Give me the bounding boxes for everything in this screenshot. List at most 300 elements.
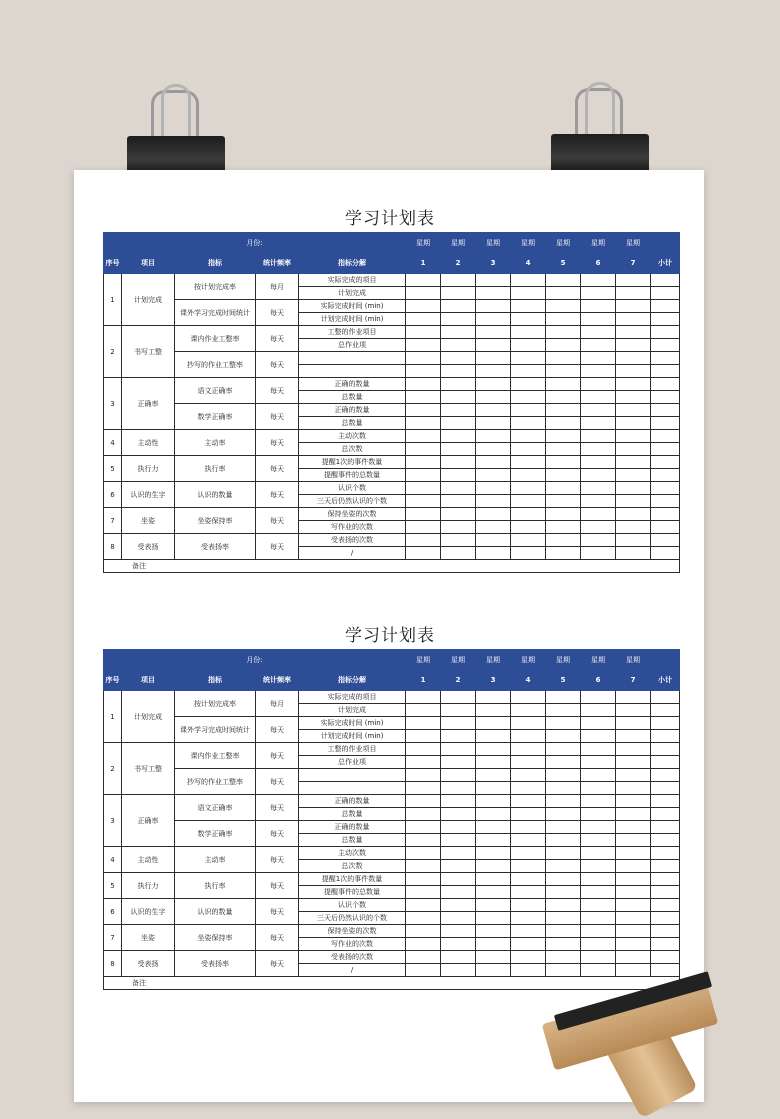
day-cell <box>441 964 476 977</box>
day-cell <box>546 743 581 756</box>
day-number-header: 6 <box>581 670 616 691</box>
day-cell <box>651 873 680 886</box>
day-cell <box>546 821 581 834</box>
day-cell <box>546 469 581 482</box>
day-cell <box>406 521 441 534</box>
item-name: 认识的生字 <box>122 482 175 508</box>
day-cell <box>511 730 546 743</box>
indicator-name: 按计划完成率 <box>175 274 256 300</box>
day-cell <box>651 821 680 834</box>
day-cell <box>406 547 441 560</box>
day-number-header: 4 <box>511 670 546 691</box>
day-cell <box>511 769 546 782</box>
table-row <box>104 769 680 782</box>
day-cell <box>441 547 476 560</box>
day-cell <box>476 313 511 326</box>
day-cell <box>511 365 546 378</box>
table-row <box>104 326 680 339</box>
weekday-label: 星期 <box>406 233 441 253</box>
item-name: 主动性 <box>122 847 175 873</box>
day-cell <box>651 886 680 899</box>
weekday-label: 星期 <box>546 233 581 253</box>
day-cell <box>581 469 616 482</box>
day-cell <box>476 339 511 352</box>
indicator-breakdown: 实际完成的项目 <box>299 691 406 704</box>
indicator-name: 抄写的作业工整率 <box>175 352 256 378</box>
day-cell <box>511 547 546 560</box>
indicator-name: 课外学习完成时间统计 <box>175 717 256 743</box>
column-header: 序号 <box>104 253 122 274</box>
day-cell <box>476 886 511 899</box>
day-cell <box>651 743 680 756</box>
day-cell <box>581 782 616 795</box>
day-cell <box>581 691 616 704</box>
day-cell <box>581 547 616 560</box>
day-cell <box>546 925 581 938</box>
day-cell <box>581 365 616 378</box>
day-cell <box>616 300 651 313</box>
day-cell <box>651 704 680 717</box>
indicator-breakdown: 计划完成时间 (min) <box>299 730 406 743</box>
day-cell <box>406 417 441 430</box>
stat-frequency: 每天 <box>256 300 299 326</box>
day-cell <box>581 925 616 938</box>
day-cell <box>406 391 441 404</box>
day-cell <box>616 886 651 899</box>
row-number: 5 <box>104 873 122 899</box>
day-cell <box>476 717 511 730</box>
sheet-title: 学习计划表 <box>345 626 435 646</box>
indicator-name: 主动率 <box>175 847 256 873</box>
month-row <box>104 650 680 670</box>
weekday-label: 星期 <box>581 233 616 253</box>
day-cell <box>511 456 546 469</box>
stat-frequency: 每月 <box>256 691 299 717</box>
day-cell <box>546 717 581 730</box>
day-cell <box>441 534 476 547</box>
day-cell <box>441 730 476 743</box>
item-name: 正确率 <box>122 795 175 847</box>
item-name: 计划完成 <box>122 274 175 326</box>
indicator-breakdown <box>299 782 406 795</box>
day-cell <box>581 821 616 834</box>
day-cell <box>406 508 441 521</box>
day-cell <box>651 730 680 743</box>
indicator-name: 执行率 <box>175 456 256 482</box>
day-cell <box>441 847 476 860</box>
day-cell <box>546 287 581 300</box>
day-cell <box>441 886 476 899</box>
indicator-breakdown: 实际完成的项目 <box>299 274 406 287</box>
day-number-header: 2 <box>441 253 476 274</box>
day-cell <box>581 860 616 873</box>
day-cell <box>406 430 441 443</box>
stat-frequency: 每天 <box>256 951 299 977</box>
day-cell <box>476 378 511 391</box>
day-cell <box>476 925 511 938</box>
day-cell <box>546 313 581 326</box>
table-row <box>104 352 680 365</box>
day-cell <box>406 404 441 417</box>
day-cell <box>441 287 476 300</box>
day-cell <box>546 274 581 287</box>
indicator-breakdown: 正确的数量 <box>299 404 406 417</box>
note-label: 备注 <box>104 977 680 990</box>
indicator-breakdown: 总数量 <box>299 417 406 430</box>
day-cell <box>511 430 546 443</box>
day-cell <box>476 964 511 977</box>
month-row <box>104 233 680 253</box>
day-cell <box>651 287 680 300</box>
day-cell <box>511 482 546 495</box>
indicator-breakdown: 实际完成时间 (min) <box>299 300 406 313</box>
day-number-header: 6 <box>581 253 616 274</box>
day-cell <box>511 912 546 925</box>
day-cell <box>476 287 511 300</box>
day-cell <box>616 456 651 469</box>
day-cell <box>581 339 616 352</box>
day-cell <box>511 899 546 912</box>
day-cell <box>546 691 581 704</box>
day-cell <box>441 482 476 495</box>
day-cell <box>581 417 616 430</box>
day-cell <box>476 482 511 495</box>
stat-frequency: 每天 <box>256 769 299 795</box>
indicator-breakdown: / <box>299 547 406 560</box>
day-cell <box>441 508 476 521</box>
indicator-breakdown: 总数量 <box>299 834 406 847</box>
weekday-label: 星期 <box>441 650 476 670</box>
day-cell <box>581 456 616 469</box>
day-cell <box>476 795 511 808</box>
day-cell <box>476 456 511 469</box>
day-cell <box>546 352 581 365</box>
day-cell <box>616 352 651 365</box>
day-cell <box>511 287 546 300</box>
day-cell <box>581 964 616 977</box>
day-cell <box>616 821 651 834</box>
day-cell <box>511 925 546 938</box>
day-cell <box>581 899 616 912</box>
study-plan-sheet-1 <box>103 206 677 573</box>
day-cell <box>511 951 546 964</box>
day-cell <box>616 691 651 704</box>
indicator-breakdown <box>299 352 406 365</box>
day-cell <box>476 756 511 769</box>
day-cell <box>406 691 441 704</box>
day-cell <box>616 860 651 873</box>
day-cell <box>616 925 651 938</box>
indicator-name: 执行率 <box>175 873 256 899</box>
indicator-breakdown: 提醒1次的事件数量 <box>299 456 406 469</box>
day-cell <box>406 287 441 300</box>
day-cell <box>651 313 680 326</box>
day-cell <box>511 508 546 521</box>
indicator-breakdown <box>299 769 406 782</box>
day-cell <box>651 404 680 417</box>
day-cell <box>546 300 581 313</box>
item-name: 书写工整 <box>122 326 175 378</box>
day-number-header: 5 <box>546 670 581 691</box>
day-cell <box>581 300 616 313</box>
day-cell <box>546 782 581 795</box>
table-row <box>104 951 680 964</box>
day-cell <box>441 365 476 378</box>
day-cell <box>476 873 511 886</box>
day-cell <box>546 417 581 430</box>
day-cell <box>511 808 546 821</box>
row-number: 7 <box>104 508 122 534</box>
indicator-breakdown: 计划完成时间 (min) <box>299 313 406 326</box>
day-cell <box>581 326 616 339</box>
day-cell <box>651 521 680 534</box>
day-cell <box>651 508 680 521</box>
day-cell <box>651 456 680 469</box>
indicator-name: 按计划完成率 <box>175 691 256 717</box>
day-cell <box>546 795 581 808</box>
day-cell <box>616 756 651 769</box>
row-number: 6 <box>104 899 122 925</box>
day-cell <box>581 521 616 534</box>
day-cell <box>651 326 680 339</box>
indicator-breakdown: 计划完成 <box>299 704 406 717</box>
day-cell <box>616 769 651 782</box>
day-cell <box>406 378 441 391</box>
table-row <box>104 274 680 287</box>
day-cell <box>406 899 441 912</box>
day-cell <box>476 521 511 534</box>
day-cell <box>616 469 651 482</box>
day-cell <box>546 873 581 886</box>
stat-frequency: 每天 <box>256 795 299 821</box>
table-row <box>104 534 680 547</box>
day-cell <box>511 313 546 326</box>
day-number-header: 1 <box>406 670 441 691</box>
day-cell <box>406 769 441 782</box>
stat-frequency: 每天 <box>256 534 299 560</box>
day-cell <box>476 365 511 378</box>
day-cell <box>616 287 651 300</box>
day-cell <box>441 443 476 456</box>
stat-frequency: 每天 <box>256 925 299 951</box>
day-cell <box>581 352 616 365</box>
day-cell <box>651 769 680 782</box>
item-name: 认识的生字 <box>122 899 175 925</box>
day-cell <box>511 326 546 339</box>
day-cell <box>581 274 616 287</box>
day-cell <box>651 847 680 860</box>
day-cell <box>511 300 546 313</box>
day-cell <box>651 482 680 495</box>
day-cell <box>581 391 616 404</box>
day-number-header: 1 <box>406 253 441 274</box>
day-cell <box>581 951 616 964</box>
day-cell <box>406 912 441 925</box>
day-cell <box>511 378 546 391</box>
day-cell <box>651 717 680 730</box>
day-cell <box>511 704 546 717</box>
indicator-name: 语文正确率 <box>175 795 256 821</box>
day-cell <box>476 743 511 756</box>
item-name: 坐姿 <box>122 508 175 534</box>
indicator-breakdown: 保持坐姿的次数 <box>299 508 406 521</box>
indicator-breakdown: 保持坐姿的次数 <box>299 925 406 938</box>
day-cell <box>581 717 616 730</box>
day-cell <box>476 300 511 313</box>
day-cell <box>406 821 441 834</box>
indicator-breakdown: 主动次数 <box>299 847 406 860</box>
indicator-name: 抄写的作业工整率 <box>175 769 256 795</box>
day-cell <box>511 404 546 417</box>
day-cell <box>441 860 476 873</box>
day-cell <box>651 964 680 977</box>
day-number-header: 7 <box>616 253 651 274</box>
indicator-breakdown: 正确的数量 <box>299 795 406 808</box>
day-cell <box>616 730 651 743</box>
day-cell <box>476 430 511 443</box>
day-cell <box>616 899 651 912</box>
day-cell <box>511 495 546 508</box>
day-cell <box>511 886 546 899</box>
day-cell <box>511 443 546 456</box>
day-cell <box>441 873 476 886</box>
column-header: 指标分解 <box>299 253 406 274</box>
day-cell <box>476 547 511 560</box>
day-cell <box>441 274 476 287</box>
note-row <box>104 560 680 573</box>
day-cell <box>511 417 546 430</box>
table-row <box>104 430 680 443</box>
day-cell <box>406 964 441 977</box>
day-cell <box>616 443 651 456</box>
day-cell <box>546 756 581 769</box>
column-header: 序号 <box>104 670 122 691</box>
day-cell <box>441 782 476 795</box>
day-cell <box>441 795 476 808</box>
weekday-blank <box>651 233 680 253</box>
day-cell <box>581 704 616 717</box>
indicator-name: 主动率 <box>175 430 256 456</box>
day-cell <box>616 313 651 326</box>
day-cell <box>581 378 616 391</box>
item-name: 执行力 <box>122 873 175 899</box>
indicator-name: 受表扬率 <box>175 951 256 977</box>
row-number: 7 <box>104 925 122 951</box>
day-cell <box>546 808 581 821</box>
day-cell <box>546 704 581 717</box>
table-row <box>104 378 680 391</box>
day-cell <box>511 521 546 534</box>
day-cell <box>546 326 581 339</box>
note-label: 备注 <box>104 560 680 573</box>
day-cell <box>651 899 680 912</box>
day-cell <box>406 886 441 899</box>
stat-frequency: 每天 <box>256 743 299 769</box>
day-cell <box>441 691 476 704</box>
month-label: 月份: <box>104 233 406 253</box>
day-cell <box>581 847 616 860</box>
day-cell <box>616 482 651 495</box>
day-cell <box>546 365 581 378</box>
stat-frequency: 每天 <box>256 717 299 743</box>
day-cell <box>406 756 441 769</box>
day-cell <box>406 704 441 717</box>
day-cell <box>511 821 546 834</box>
weekday-label: 星期 <box>616 233 651 253</box>
column-header: 统计频率 <box>256 670 299 691</box>
weekday-label: 星期 <box>511 233 546 253</box>
weekday-label: 星期 <box>406 650 441 670</box>
day-cell <box>616 547 651 560</box>
note-row <box>104 977 680 990</box>
day-cell <box>546 378 581 391</box>
day-number-header: 5 <box>546 253 581 274</box>
column-header-row <box>104 253 680 274</box>
day-cell <box>581 430 616 443</box>
day-cell <box>441 938 476 951</box>
indicator-breakdown <box>299 365 406 378</box>
day-cell <box>511 391 546 404</box>
day-cell <box>616 365 651 378</box>
day-cell <box>476 495 511 508</box>
item-name: 正确率 <box>122 378 175 430</box>
day-cell <box>441 834 476 847</box>
indicator-breakdown: 总作业项 <box>299 339 406 352</box>
day-cell <box>406 743 441 756</box>
table-row <box>104 873 680 886</box>
day-cell <box>476 834 511 847</box>
indicator-name: 坐姿保持率 <box>175 925 256 951</box>
item-name: 书写工整 <box>122 743 175 795</box>
day-cell <box>441 404 476 417</box>
day-cell <box>616 834 651 847</box>
day-cell <box>616 795 651 808</box>
paper-sheet <box>74 170 704 1102</box>
day-cell <box>546 404 581 417</box>
day-cell <box>546 899 581 912</box>
day-cell <box>546 495 581 508</box>
row-number: 3 <box>104 378 122 430</box>
day-cell <box>406 365 441 378</box>
day-cell <box>511 756 546 769</box>
indicator-breakdown: 提醒事件的总数量 <box>299 886 406 899</box>
day-cell <box>616 391 651 404</box>
day-cell <box>581 508 616 521</box>
day-cell <box>581 912 616 925</box>
indicator-name: 数学正确率 <box>175 821 256 847</box>
indicator-name: 课内作业工整率 <box>175 326 256 352</box>
indicator-name: 课内作业工整率 <box>175 743 256 769</box>
day-cell <box>581 730 616 743</box>
item-name: 受表扬 <box>122 534 175 560</box>
table-row <box>104 691 680 704</box>
sheet-title: 学习计划表 <box>345 209 435 229</box>
day-cell <box>616 808 651 821</box>
day-cell <box>546 430 581 443</box>
table-row <box>104 404 680 417</box>
day-cell <box>616 508 651 521</box>
row-number: 4 <box>104 430 122 456</box>
day-cell <box>651 834 680 847</box>
day-cell <box>546 391 581 404</box>
day-cell <box>406 456 441 469</box>
day-cell <box>441 352 476 365</box>
day-cell <box>511 782 546 795</box>
item-name: 主动性 <box>122 430 175 456</box>
day-cell <box>616 339 651 352</box>
subtotal-header: 小计 <box>651 253 680 274</box>
day-cell <box>546 443 581 456</box>
